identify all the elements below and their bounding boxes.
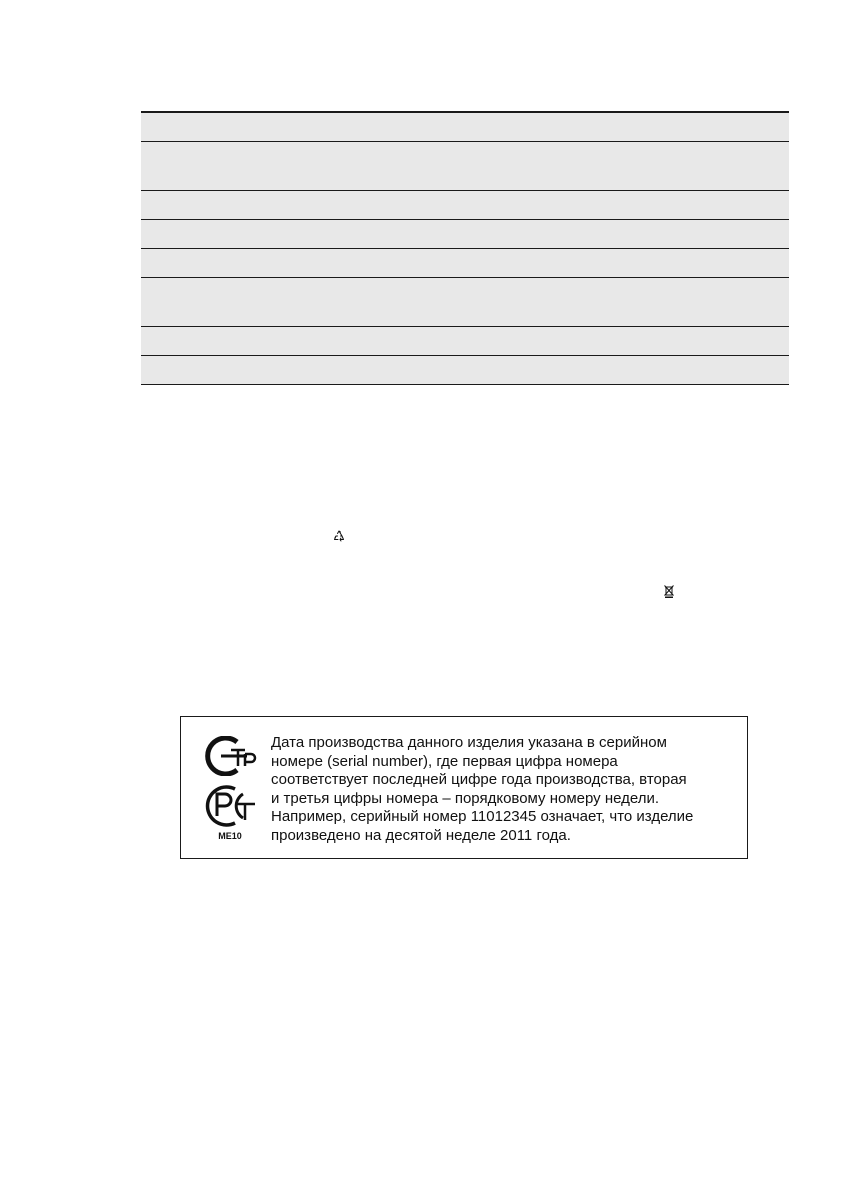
crossed-out-bin-icon — [664, 585, 674, 598]
spec-table — [141, 111, 789, 385]
cert-text-line: Дата производства данного изделия указана в серийном — [271, 734, 667, 751]
spec-row — [141, 278, 789, 327]
cert-text-line: произведено на десятой неделе 2011 года. — [271, 826, 571, 844]
spec-row — [141, 356, 789, 385]
spec-row — [141, 327, 789, 356]
cert-text-line: номере (serial number), где первая цифра номера — [271, 752, 618, 770]
pct-gost-r-mark-icon — [205, 784, 257, 828]
cert-text-line: соответствует последней цифре года производства, вторая — [271, 771, 687, 788]
cert-text-line: Например, серийный номер 11012345 означает, что изделие — [271, 808, 694, 825]
spec-row — [141, 249, 789, 278]
mark-code-label: ME10 — [218, 831, 242, 841]
manufacture-date-explanation — [271, 734, 741, 845]
cert-text-line: и третья цифры номера – порядковому номеру недели. — [271, 789, 660, 807]
recycle-icon — [333, 530, 345, 542]
eac-ctr-mark-icon — [205, 736, 257, 776]
spec-row — [141, 142, 789, 191]
spec-row — [141, 220, 789, 249]
certification-box — [180, 716, 748, 859]
spec-row — [141, 113, 789, 142]
spec-row — [141, 191, 789, 220]
